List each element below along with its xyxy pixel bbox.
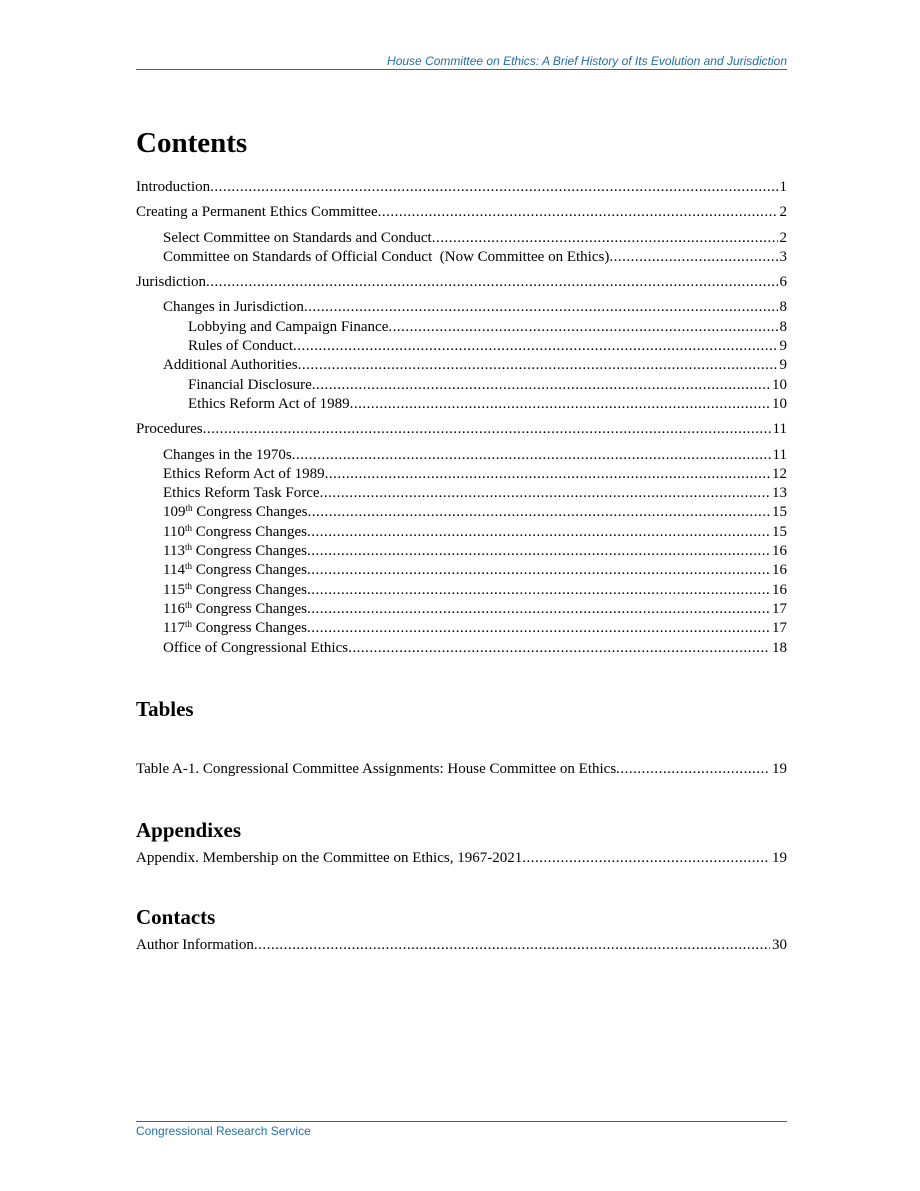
toc-page-number: 15	[772, 504, 787, 521]
dot-leader	[307, 542, 770, 561]
toc-entry-label	[163, 446, 292, 465]
toc-entry[interactable]	[136, 356, 787, 375]
toc-entry[interactable]	[136, 446, 787, 465]
toc-page-number: 3	[779, 248, 787, 265]
toc-entry-label	[163, 229, 432, 248]
toc-entry[interactable]	[136, 298, 787, 317]
congress-number: 109	[163, 504, 186, 521]
toc-entry-text: Congress Changes	[192, 504, 308, 521]
dot-leader	[304, 298, 778, 317]
dot-leader	[325, 465, 770, 484]
toc-entry-text: Rules of Conduct	[188, 338, 293, 355]
running-header: House Committee on Ethics: A Brief History of Its Evolution and Jurisdiction	[387, 54, 787, 68]
toc-entry-text: Select Committee on Standards and Conduct	[163, 229, 432, 246]
dot-leader	[206, 273, 778, 292]
dot-leader	[292, 446, 771, 465]
toc-entry[interactable]	[136, 639, 787, 658]
toc-page-number: 12	[772, 465, 787, 482]
toc-entry[interactable]	[136, 395, 787, 414]
toc-page-number: 16	[772, 581, 787, 598]
dot-leader	[388, 318, 777, 337]
toc-entry-label	[163, 465, 325, 484]
ordinal-suffix: th	[184, 619, 192, 630]
dot-leader	[432, 229, 778, 248]
toc-entry[interactable]	[136, 503, 787, 522]
toc-page-number: 2	[779, 229, 787, 246]
ordinal-suffix: th	[184, 580, 192, 591]
toc-page-number: 13	[772, 485, 787, 502]
toc-entry-label	[136, 178, 210, 197]
table-of-contents-page	[136, 120, 787, 956]
toc-entry-label	[163, 619, 307, 638]
ordinal-suffix: th	[184, 542, 192, 553]
toc-entry-label	[163, 523, 307, 542]
toc-entry-label	[163, 639, 348, 658]
appendixes-heading: Appendixes	[136, 818, 242, 843]
toc-entry-label	[136, 420, 203, 439]
toc-entry[interactable]	[136, 376, 787, 395]
contents-heading: Contents	[136, 127, 248, 159]
toc-entry[interactable]	[136, 542, 787, 561]
toc-entry-text: Lobbying and Campaign Finance	[188, 318, 389, 335]
dot-leader	[350, 395, 770, 414]
congress-number: 115	[163, 581, 185, 598]
congress-number: 110	[163, 523, 185, 540]
toc-entry[interactable]	[136, 936, 787, 955]
appendixes-list	[136, 849, 787, 868]
toc-entry-label	[188, 376, 312, 395]
toc-entry-label	[136, 273, 206, 292]
toc-entry-label	[163, 600, 307, 619]
toc-entry-text: Congress Changes	[191, 620, 307, 637]
dot-leader	[307, 600, 770, 619]
toc-entry[interactable]	[136, 523, 787, 542]
dot-leader	[522, 849, 770, 868]
toc-entry-text: Additional Authorities	[163, 357, 298, 374]
toc-entry-label	[163, 484, 320, 503]
toc-entry-label	[188, 395, 350, 414]
toc-entry-text: Congress Changes	[191, 523, 307, 540]
toc-entry-label	[136, 936, 254, 955]
toc-page-number: 18	[772, 639, 787, 656]
toc-page-number: 2	[779, 204, 787, 221]
toc-entry-text: Congress Changes	[191, 581, 307, 598]
toc-entry-text: Appendix. Membership on the Committee on Ethics, 1967-2021	[136, 850, 523, 867]
dot-leader	[378, 203, 778, 222]
dot-leader	[307, 561, 770, 580]
toc-entry[interactable]	[136, 248, 787, 267]
toc-page-number: 17	[772, 620, 787, 637]
contents-list	[136, 178, 787, 658]
toc-page-number: 16	[772, 562, 787, 579]
toc-entry[interactable]	[136, 484, 787, 503]
toc-entry-text: Jurisdiction	[136, 274, 206, 291]
toc-entry-text: Changes in Jurisdiction	[163, 299, 304, 316]
toc-page-number: 16	[772, 543, 787, 560]
dot-leader	[203, 420, 771, 439]
toc-entry-text: Congress Changes	[191, 600, 307, 617]
ordinal-suffix: th	[184, 561, 192, 572]
toc-entry[interactable]	[136, 337, 787, 356]
toc-page-number: 6	[779, 274, 787, 291]
toc-entry[interactable]	[136, 178, 787, 197]
dot-leader	[298, 356, 778, 375]
dot-leader	[210, 178, 777, 197]
toc-page-number: 1	[779, 179, 787, 195]
tables-heading: Tables	[136, 696, 194, 721]
toc-entry-text: Introduction	[136, 179, 211, 195]
dot-leader	[307, 523, 770, 542]
dot-leader	[307, 581, 770, 600]
toc-page-number: 8	[779, 318, 787, 335]
toc-entry-text: Changes in the 1970s	[163, 446, 292, 463]
contacts-heading: Contacts	[136, 905, 216, 930]
toc-entry-text: Ethics Reform Act of 1989	[163, 465, 325, 482]
toc-entry-label	[136, 760, 616, 779]
ordinal-suffix: th	[184, 522, 192, 533]
toc-page-number: 9	[779, 357, 787, 374]
dot-leader	[320, 484, 770, 503]
toc-entry-text: Procedures	[136, 421, 203, 438]
toc-entry-label	[163, 542, 307, 561]
ordinal-suffix: th	[185, 503, 193, 514]
dot-leader	[293, 337, 778, 356]
toc-entry-text: Creating a Permanent Ethics Committee	[136, 204, 378, 221]
toc-page-number: 8	[779, 299, 787, 316]
ordinal-suffix: th	[184, 599, 192, 610]
toc-entry-label	[136, 203, 378, 222]
header-rule	[136, 69, 787, 70]
toc-entry[interactable]	[136, 849, 787, 868]
footer-publisher: Congressional Research Service	[136, 1124, 311, 1138]
toc-page-number: 19	[772, 760, 787, 777]
dot-leader	[307, 619, 770, 638]
dot-leader	[254, 936, 770, 955]
congress-number: 116	[163, 600, 185, 617]
toc-entry-text: Congress Changes	[191, 543, 307, 560]
toc-entry[interactable]	[136, 600, 787, 619]
toc-entry[interactable]	[136, 465, 787, 484]
toc-entry[interactable]	[136, 760, 787, 779]
toc-entry-text: Office of Congressional Ethics	[163, 639, 349, 656]
congress-number: 114	[163, 562, 185, 579]
toc-entry[interactable]	[136, 420, 787, 439]
dot-leader	[616, 760, 770, 779]
toc-page-number: 19	[772, 850, 787, 867]
toc-entry-text: Table A-1. Congressional Committee Assignments: House Committee on Ethics	[136, 760, 617, 777]
dot-leader	[609, 248, 777, 267]
toc-entry-label	[163, 356, 298, 375]
toc-page-number: 10	[772, 395, 787, 412]
toc-page-number: 30	[772, 937, 787, 954]
toc-entry-text: Ethics Reform Task Force	[163, 485, 320, 502]
toc-entry-label	[163, 561, 307, 580]
toc-entry[interactable]	[136, 581, 787, 600]
toc-entry-text: Committee on Standards of Official Conduct (Now Committee on Ethics)	[163, 248, 610, 265]
dot-leader	[308, 503, 770, 522]
contacts-list	[136, 936, 787, 955]
toc-entry-label	[163, 248, 609, 267]
toc-page-number: 10	[772, 376, 787, 393]
toc-entry-text: Ethics Reform Act of 1989	[188, 395, 350, 412]
toc-entry[interactable]	[136, 229, 787, 248]
toc-entry-label	[136, 849, 522, 868]
toc-entry-label	[163, 503, 308, 522]
footer-rule	[136, 1121, 787, 1122]
toc-entry-label	[163, 298, 304, 317]
toc-page-number: 9	[779, 338, 787, 355]
toc-page-number: 11	[772, 446, 787, 463]
toc-page-number: 11	[772, 421, 787, 438]
dot-leader	[312, 376, 770, 395]
toc-page-number: 17	[772, 600, 787, 617]
congress-number: 117	[163, 620, 185, 637]
toc-entry-label	[188, 318, 388, 337]
toc-entry[interactable]	[136, 203, 787, 222]
toc-entry-label	[163, 581, 307, 600]
toc-entry[interactable]	[136, 561, 787, 580]
toc-entry[interactable]	[136, 273, 787, 292]
congress-number: 113	[163, 543, 185, 560]
tables-list	[136, 760, 787, 779]
toc-entry-text: Financial Disclosure	[188, 376, 312, 393]
dot-leader	[348, 639, 770, 658]
toc-page-number: 15	[772, 523, 787, 540]
toc-entry-label	[188, 337, 293, 356]
toc-entry[interactable]	[136, 619, 787, 638]
toc-entry[interactable]	[136, 318, 787, 337]
toc-entry-text: Author Information	[136, 937, 254, 954]
toc-entry-text: Congress Changes	[191, 562, 307, 579]
